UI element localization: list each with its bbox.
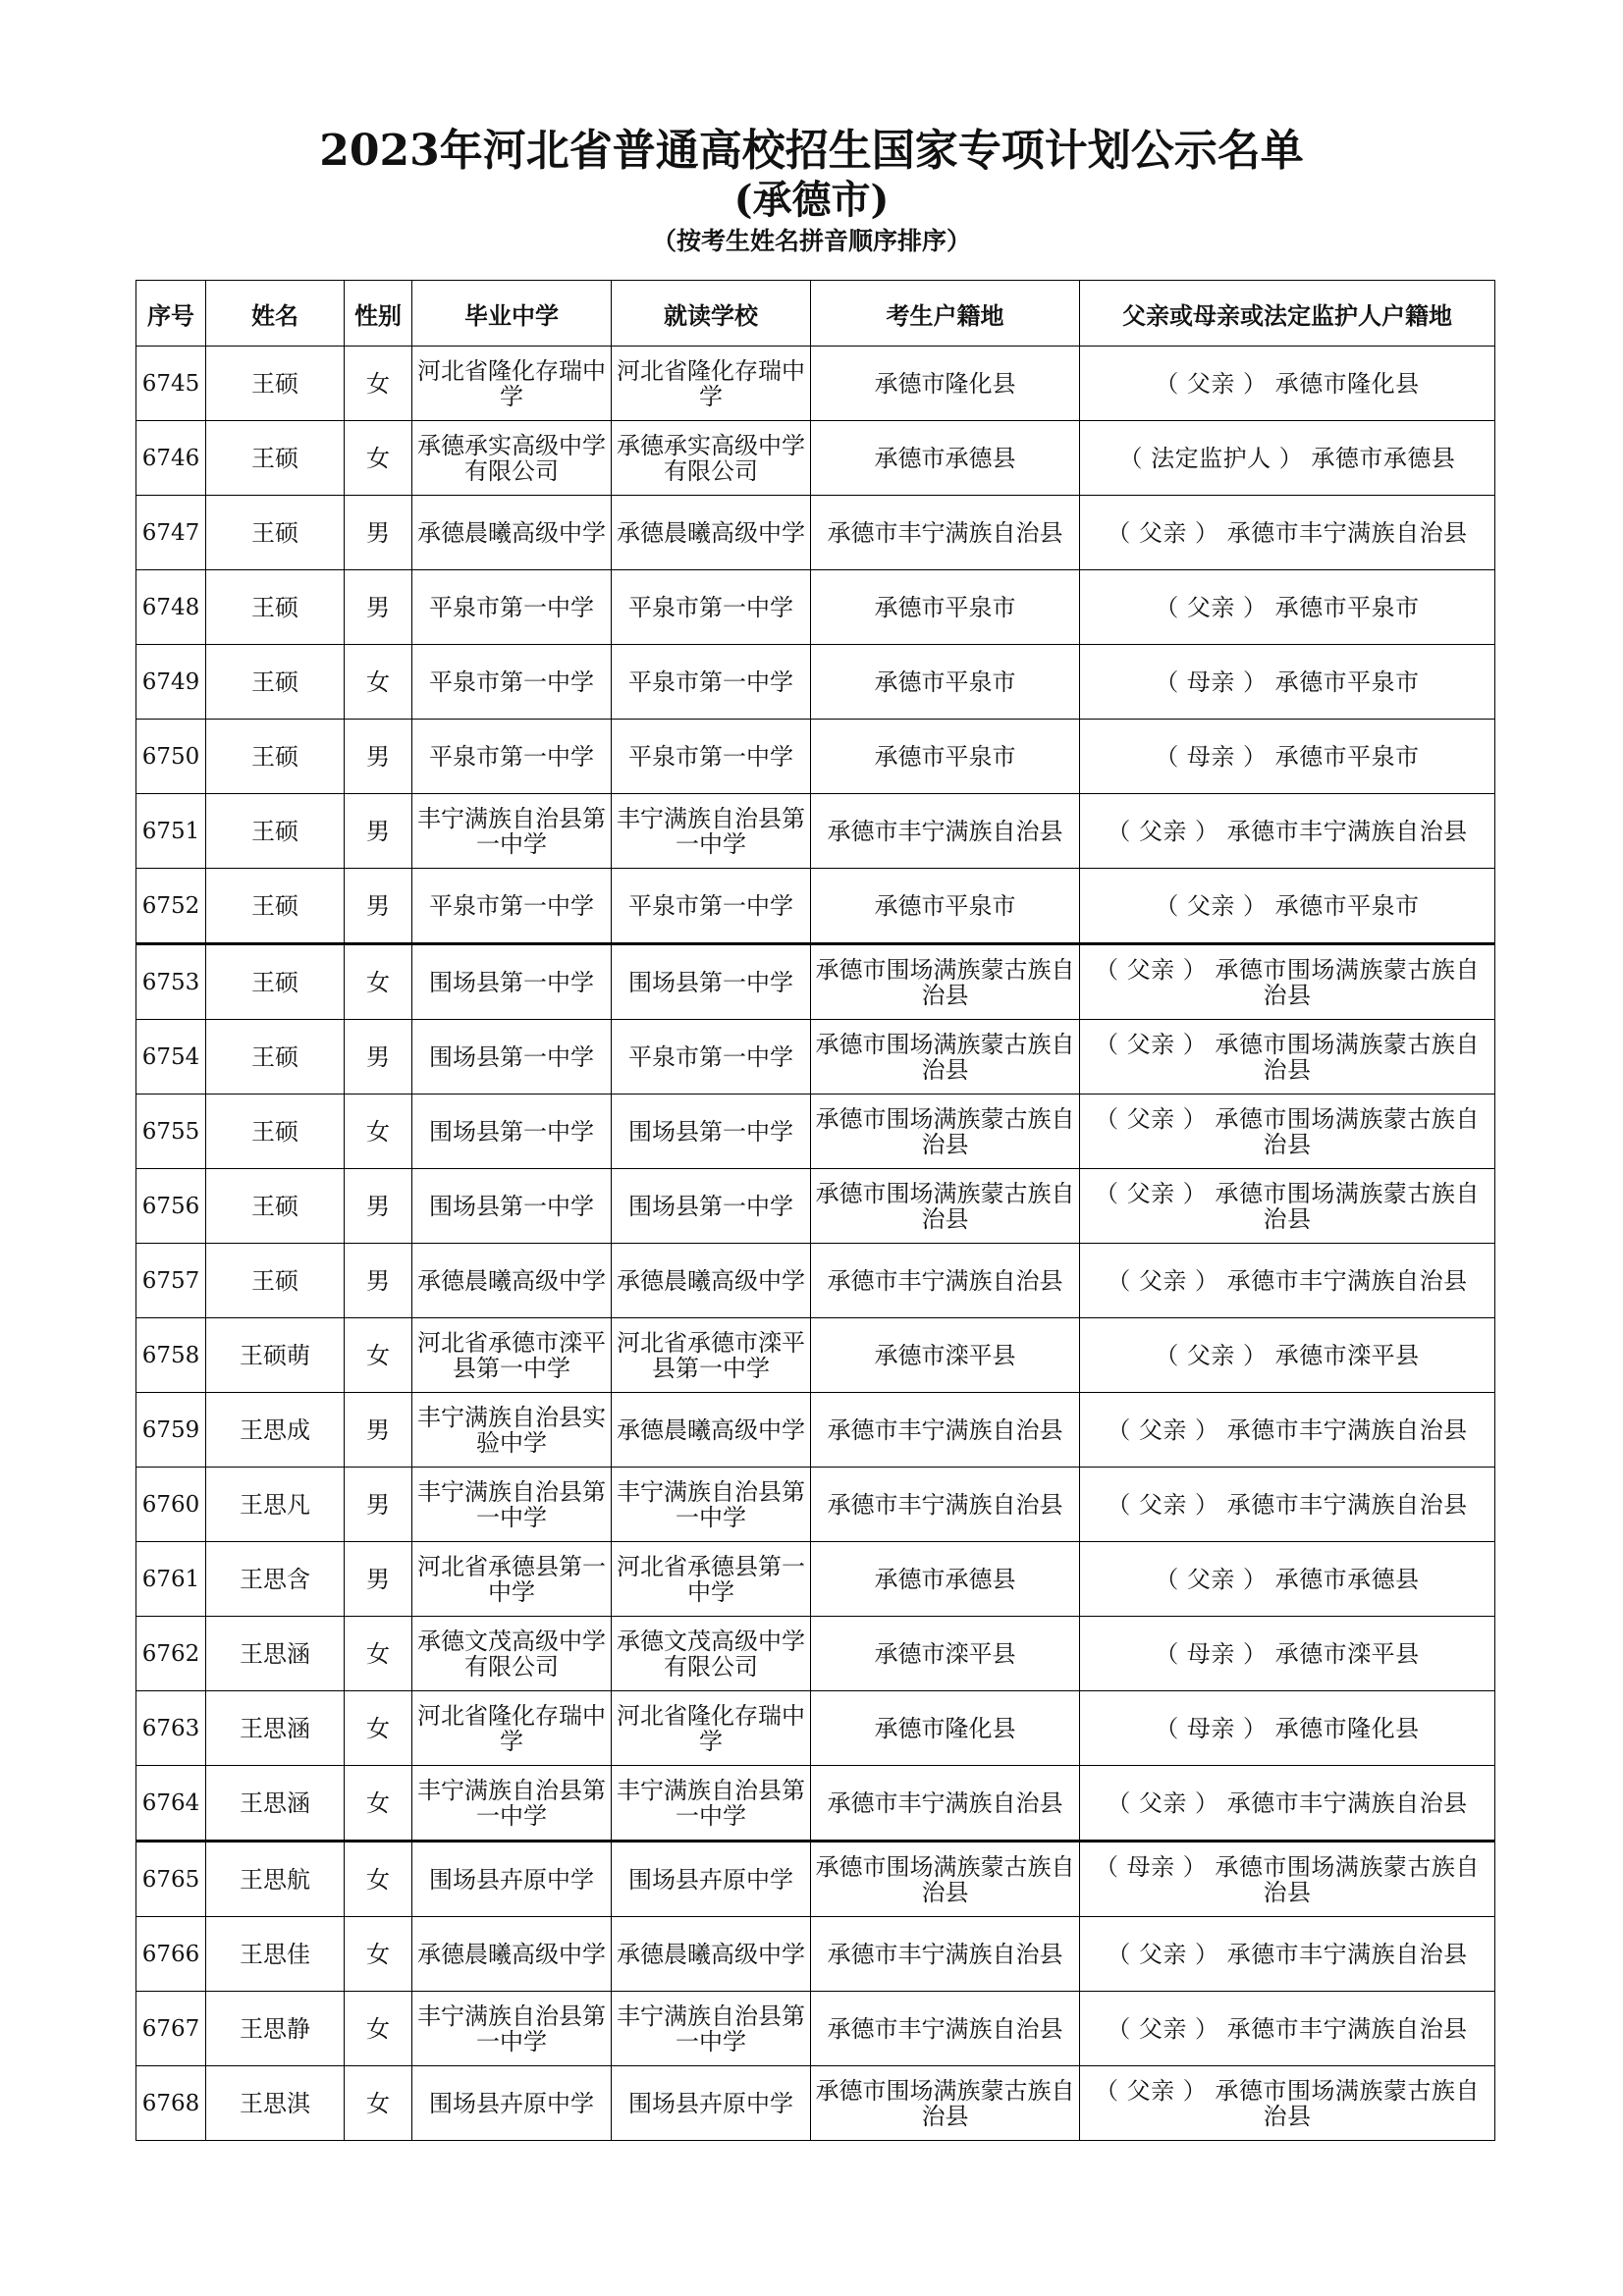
cell-current-school: 承德晨曦高级中学 (612, 496, 811, 570)
cell-current-school: 围场县卉原中学 (612, 1842, 811, 1917)
cell-graduated-school: 平泉市第一中学 (412, 645, 612, 720)
cell-sex: 女 (345, 1992, 412, 2066)
cell-parent-registration: （ 母亲 ） 承德市滦平县 (1080, 1617, 1495, 1691)
cell-serial-no: 6767 (136, 1992, 206, 2066)
cell-parent-registration: （ 父亲 ） 承德市丰宁满族自治县 (1080, 1992, 1495, 2066)
cell-current-school: 平泉市第一中学 (612, 645, 811, 720)
cell-parent-registration: （ 父亲 ） 承德市平泉市 (1080, 869, 1495, 944)
cell-household-registration: 承德市隆化县 (811, 1691, 1080, 1766)
column-header-sex: 性别 (345, 281, 412, 347)
cell-serial-no: 6763 (136, 1691, 206, 1766)
table-row (136, 1393, 1495, 1468)
cell-student-name: 王思涵 (206, 1617, 345, 1691)
column-header-no: 序号 (136, 281, 206, 347)
cell-sex: 女 (345, 1617, 412, 1691)
cell-parent-registration: （ 父亲 ） 承德市丰宁满族自治县 (1080, 496, 1495, 570)
table-row (136, 1766, 1495, 1842)
cell-sex: 女 (345, 1842, 412, 1917)
cell-household-registration: 承德市隆化县 (811, 347, 1080, 421)
cell-parent-registration: （ 母亲 ） 承德市围场满族蒙古族自治县 (1080, 1842, 1495, 1917)
cell-sex: 男 (345, 1393, 412, 1468)
table-row (136, 1917, 1495, 1992)
cell-serial-no: 6751 (136, 794, 206, 869)
table-row (136, 1842, 1495, 1917)
column-header-current-school: 就读学校 (612, 281, 811, 347)
cell-parent-registration: （ 父亲 ） 承德市围场满族蒙古族自治县 (1080, 1095, 1495, 1169)
cell-serial-no: 6752 (136, 869, 206, 944)
cell-parent-registration: （ 父亲 ） 承德市围场满族蒙古族自治县 (1080, 2066, 1495, 2141)
cell-student-name: 王硕 (206, 794, 345, 869)
cell-student-name: 王硕 (206, 1095, 345, 1169)
cell-serial-no: 6753 (136, 944, 206, 1020)
cell-serial-no: 6749 (136, 645, 206, 720)
cell-sex: 女 (345, 347, 412, 421)
cell-student-name: 王硕 (206, 944, 345, 1020)
cell-student-name: 王硕 (206, 496, 345, 570)
cell-parent-registration: （ 父亲 ） 承德市平泉市 (1080, 570, 1495, 645)
cell-sex: 男 (345, 1020, 412, 1095)
cell-current-school: 承德晨曦高级中学 (612, 1244, 811, 1318)
roster-table (135, 280, 1495, 2141)
cell-graduated-school: 围场县第一中学 (412, 944, 612, 1020)
cell-graduated-school: 围场县第一中学 (412, 1169, 612, 1244)
cell-household-registration: 承德市平泉市 (811, 570, 1080, 645)
cell-current-school: 丰宁满族自治县第一中学 (612, 1766, 811, 1842)
cell-student-name: 王硕 (206, 720, 345, 794)
cell-parent-registration: （ 父亲 ） 承德市隆化县 (1080, 347, 1495, 421)
cell-graduated-school: 承德晨曦高级中学 (412, 1244, 612, 1318)
cell-current-school: 河北省隆化存瑞中学 (612, 347, 811, 421)
table-row (136, 1020, 1495, 1095)
cell-student-name: 王硕 (206, 1244, 345, 1318)
cell-household-registration: 承德市围场满族蒙古族自治县 (811, 1095, 1080, 1169)
cell-student-name: 王思凡 (206, 1468, 345, 1542)
cell-sex: 男 (345, 1542, 412, 1617)
cell-sex: 女 (345, 1318, 412, 1393)
cell-parent-registration: （ 法定监护人 ） 承德市承德县 (1080, 421, 1495, 496)
cell-sex: 男 (345, 869, 412, 944)
cell-current-school: 丰宁满族自治县第一中学 (612, 1468, 811, 1542)
cell-household-registration: 承德市围场满族蒙古族自治县 (811, 1020, 1080, 1095)
cell-household-registration: 承德市丰宁满族自治县 (811, 1393, 1080, 1468)
cell-household-registration: 承德市平泉市 (811, 869, 1080, 944)
cell-graduated-school: 围场县第一中学 (412, 1095, 612, 1169)
cell-current-school: 围场县第一中学 (612, 1169, 811, 1244)
cell-household-registration: 承德市围场满族蒙古族自治县 (811, 944, 1080, 1020)
cell-current-school: 承德文茂高级中学有限公司 (612, 1617, 811, 1691)
page-title: 2023年河北省普通高校招生国家专项计划公示名单 (319, 126, 1304, 176)
table-row (136, 347, 1495, 421)
table-row (136, 1244, 1495, 1318)
table-row (136, 1617, 1495, 1691)
cell-serial-no: 6750 (136, 720, 206, 794)
cell-graduated-school: 平泉市第一中学 (412, 869, 612, 944)
cell-student-name: 王硕 (206, 421, 345, 496)
cell-sex: 男 (345, 1468, 412, 1542)
cell-graduated-school: 丰宁满族自治县第一中学 (412, 1766, 612, 1842)
table-row (136, 1169, 1495, 1244)
cell-household-registration: 承德市承德县 (811, 1542, 1080, 1617)
cell-graduated-school: 河北省承德县第一中学 (412, 1542, 612, 1617)
cell-graduated-school: 围场县卉原中学 (412, 1842, 612, 1917)
cell-parent-registration: （ 母亲 ） 承德市平泉市 (1080, 720, 1495, 794)
cell-parent-registration: （ 母亲 ） 承德市隆化县 (1080, 1691, 1495, 1766)
column-header-name: 姓名 (206, 281, 345, 347)
table-row (136, 570, 1495, 645)
cell-current-school: 围场县第一中学 (612, 944, 811, 1020)
cell-graduated-school: 承德承实高级中学有限公司 (412, 421, 612, 496)
cell-household-registration: 承德市平泉市 (811, 720, 1080, 794)
cell-serial-no: 6764 (136, 1766, 206, 1842)
cell-graduated-school: 河北省隆化存瑞中学 (412, 347, 612, 421)
cell-graduated-school: 承德晨曦高级中学 (412, 1917, 612, 1992)
cell-serial-no: 6748 (136, 570, 206, 645)
cell-serial-no: 6755 (136, 1095, 206, 1169)
table-row (136, 421, 1495, 496)
cell-household-registration: 承德市围场满族蒙古族自治县 (811, 2066, 1080, 2141)
cell-graduated-school: 平泉市第一中学 (412, 720, 612, 794)
cell-household-registration: 承德市滦平县 (811, 1617, 1080, 1691)
cell-current-school: 承德承实高级中学有限公司 (612, 421, 811, 496)
cell-parent-registration: （ 父亲 ） 承德市丰宁满族自治县 (1080, 1468, 1495, 1542)
cell-serial-no: 6765 (136, 1842, 206, 1917)
cell-student-name: 王硕萌 (206, 1318, 345, 1393)
cell-serial-no: 6761 (136, 1542, 206, 1617)
table-row (136, 1468, 1495, 1542)
cell-graduated-school: 丰宁满族自治县第一中学 (412, 1992, 612, 2066)
table-row (136, 1542, 1495, 1617)
cell-student-name: 王思涵 (206, 1691, 345, 1766)
table-body (136, 347, 1495, 2141)
cell-student-name: 王思航 (206, 1842, 345, 1917)
cell-current-school: 平泉市第一中学 (612, 570, 811, 645)
cell-current-school: 丰宁满族自治县第一中学 (612, 1992, 811, 2066)
cell-student-name: 王思成 (206, 1393, 345, 1468)
cell-student-name: 王硕 (206, 570, 345, 645)
cell-sex: 男 (345, 570, 412, 645)
cell-student-name: 王硕 (206, 1169, 345, 1244)
cell-graduated-school: 河北省隆化存瑞中学 (412, 1691, 612, 1766)
sort-note: （按考生姓名拼音顺序排序） (651, 227, 971, 255)
table-row (136, 944, 1495, 1020)
cell-serial-no: 6747 (136, 496, 206, 570)
cell-sex: 男 (345, 1244, 412, 1318)
cell-household-registration: 承德市围场满族蒙古族自治县 (811, 1842, 1080, 1917)
cell-sex: 男 (345, 496, 412, 570)
cell-current-school: 承德晨曦高级中学 (612, 1917, 811, 1992)
cell-household-registration: 承德市承德县 (811, 421, 1080, 496)
cell-household-registration: 承德市丰宁满族自治县 (811, 1244, 1080, 1318)
cell-student-name: 王思佳 (206, 1917, 345, 1992)
cell-current-school: 围场县第一中学 (612, 1095, 811, 1169)
cell-household-registration: 承德市丰宁满族自治县 (811, 794, 1080, 869)
cell-current-school: 围场县卉原中学 (612, 2066, 811, 2141)
cell-current-school: 平泉市第一中学 (612, 869, 811, 944)
cell-graduated-school: 丰宁满族自治县第一中学 (412, 794, 612, 869)
table-row (136, 1095, 1495, 1169)
cell-current-school: 丰宁满族自治县第一中学 (612, 794, 811, 869)
cell-serial-no: 6756 (136, 1169, 206, 1244)
cell-graduated-school: 平泉市第一中学 (412, 570, 612, 645)
cell-serial-no: 6759 (136, 1393, 206, 1468)
cell-parent-registration: （ 父亲 ） 承德市丰宁满族自治县 (1080, 1244, 1495, 1318)
table-row (136, 794, 1495, 869)
cell-graduated-school: 河北省承德市滦平县第一中学 (412, 1318, 612, 1393)
cell-sex: 男 (345, 794, 412, 869)
cell-household-registration: 承德市丰宁满族自治县 (811, 1917, 1080, 1992)
column-header-parent-registration: 父亲或母亲或法定监护人户籍地 (1080, 281, 1495, 347)
cell-household-registration: 承德市丰宁满族自治县 (811, 1992, 1080, 2066)
cell-student-name: 王思含 (206, 1542, 345, 1617)
cell-household-registration: 承德市丰宁满族自治县 (811, 1766, 1080, 1842)
cell-parent-registration: （ 父亲 ） 承德市承德县 (1080, 1542, 1495, 1617)
cell-current-school: 平泉市第一中学 (612, 1020, 811, 1095)
table-row (136, 1691, 1495, 1766)
cell-sex: 女 (345, 645, 412, 720)
cell-sex: 男 (345, 1169, 412, 1244)
cell-serial-no: 6768 (136, 2066, 206, 2141)
cell-household-registration: 承德市滦平县 (811, 1318, 1080, 1393)
cell-parent-registration: （ 父亲 ） 承德市丰宁满族自治县 (1080, 1766, 1495, 1842)
cell-graduated-school: 丰宁满族自治县第一中学 (412, 1468, 612, 1542)
cell-graduated-school: 围场县第一中学 (412, 1020, 612, 1095)
cell-parent-registration: （ 父亲 ） 承德市丰宁满族自治县 (1080, 1393, 1495, 1468)
page-subtitle: (承德市) (733, 177, 890, 223)
table-row (136, 2066, 1495, 2141)
cell-parent-registration: （ 父亲 ） 承德市丰宁满族自治县 (1080, 794, 1495, 869)
cell-serial-no: 6745 (136, 347, 206, 421)
cell-student-name: 王思涵 (206, 1766, 345, 1842)
cell-student-name: 王思淇 (206, 2066, 345, 2141)
cell-serial-no: 6757 (136, 1244, 206, 1318)
table-header-row (136, 281, 1495, 347)
cell-serial-no: 6762 (136, 1617, 206, 1691)
cell-student-name: 王硕 (206, 645, 345, 720)
table-row (136, 1318, 1495, 1393)
cell-household-registration: 承德市平泉市 (811, 645, 1080, 720)
cell-graduated-school: 丰宁满族自治县实验中学 (412, 1393, 612, 1468)
cell-current-school: 平泉市第一中学 (612, 720, 811, 794)
cell-sex: 女 (345, 2066, 412, 2141)
cell-parent-registration: （ 父亲 ） 承德市围场满族蒙古族自治县 (1080, 1169, 1495, 1244)
cell-student-name: 王硕 (206, 347, 345, 421)
cell-student-name: 王思静 (206, 1992, 345, 2066)
cell-household-registration: 承德市丰宁满族自治县 (811, 496, 1080, 570)
cell-parent-registration: （ 父亲 ） 承德市围场满族蒙古族自治县 (1080, 944, 1495, 1020)
cell-current-school: 河北省隆化存瑞中学 (612, 1691, 811, 1766)
cell-serial-no: 6758 (136, 1318, 206, 1393)
cell-sex: 女 (345, 1691, 412, 1766)
cell-graduated-school: 围场县卉原中学 (412, 2066, 612, 2141)
cell-sex: 女 (345, 421, 412, 496)
cell-current-school: 承德晨曦高级中学 (612, 1393, 811, 1468)
cell-household-registration: 承德市围场满族蒙古族自治县 (811, 1169, 1080, 1244)
cell-parent-registration: （ 父亲 ） 承德市丰宁满族自治县 (1080, 1917, 1495, 1992)
cell-serial-no: 6760 (136, 1468, 206, 1542)
cell-parent-registration: （ 父亲 ） 承德市围场满族蒙古族自治县 (1080, 1020, 1495, 1095)
cell-serial-no: 6766 (136, 1917, 206, 1992)
cell-graduated-school: 承德文茂高级中学有限公司 (412, 1617, 612, 1691)
table-row (136, 645, 1495, 720)
cell-student-name: 王硕 (206, 1020, 345, 1095)
cell-sex: 女 (345, 944, 412, 1020)
cell-sex: 男 (345, 720, 412, 794)
cell-current-school: 河北省承德县第一中学 (612, 1542, 811, 1617)
cell-sex: 女 (345, 1095, 412, 1169)
cell-current-school: 河北省承德市滦平县第一中学 (612, 1318, 811, 1393)
cell-household-registration: 承德市丰宁满族自治县 (811, 1468, 1080, 1542)
title-block (0, 126, 1623, 257)
cell-sex: 女 (345, 1917, 412, 1992)
table-row (136, 496, 1495, 570)
cell-parent-registration: （ 父亲 ） 承德市滦平县 (1080, 1318, 1495, 1393)
cell-serial-no: 6754 (136, 1020, 206, 1095)
table-row (136, 869, 1495, 944)
cell-student-name: 王硕 (206, 869, 345, 944)
column-header-graduated-school: 毕业中学 (412, 281, 612, 347)
cell-serial-no: 6746 (136, 421, 206, 496)
table-row (136, 1992, 1495, 2066)
column-header-household-registration: 考生户籍地 (811, 281, 1080, 347)
cell-sex: 女 (345, 1766, 412, 1842)
cell-graduated-school: 承德晨曦高级中学 (412, 496, 612, 570)
cell-parent-registration: （ 母亲 ） 承德市平泉市 (1080, 645, 1495, 720)
table-row (136, 720, 1495, 794)
